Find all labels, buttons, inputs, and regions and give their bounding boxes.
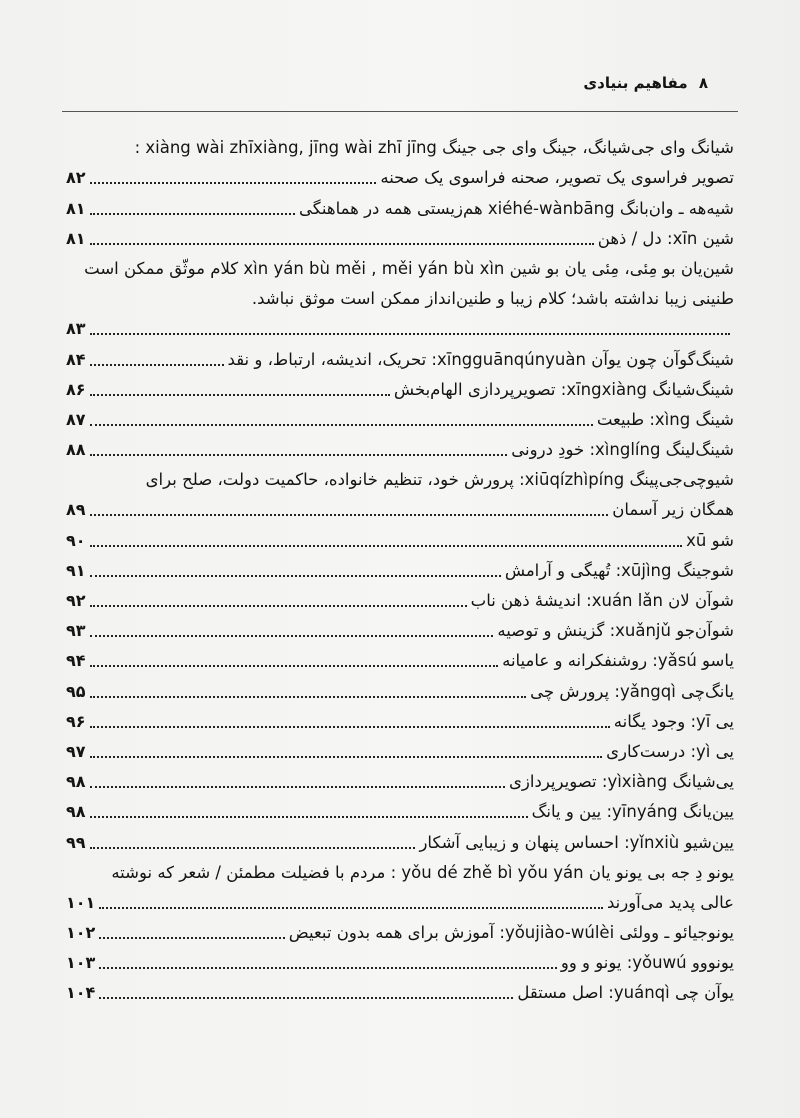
dot-leader xyxy=(90,453,508,456)
toc-entry xyxy=(66,948,734,978)
toc-entry-line: شیانگ وای جی‌شیانگ، جینگ وای جی جینگ xiàng wài zhīxiàng, jīng wài zhī jīng : xyxy=(134,138,734,157)
toc-entry xyxy=(66,797,734,827)
toc-page-number: ۹۸ xyxy=(66,802,86,822)
toc-entry xyxy=(66,465,734,525)
toc-entry-row xyxy=(66,556,734,586)
toc-entry xyxy=(66,375,734,405)
dot-leader xyxy=(99,936,284,939)
toc-page-number: ۱۰۱ xyxy=(66,892,96,912)
toc-entry-line: یونو دِ جه بی یونو یان yǒu dé zhě bì yǒu yán : مردم با فضیلت مطمئن / شعر که نوشته xyxy=(111,862,734,882)
dot-leader xyxy=(90,332,730,335)
toc-page-number: ۹۰ xyxy=(66,530,86,550)
toc-entry-row xyxy=(66,193,734,223)
dot-leader xyxy=(90,423,593,426)
dot-leader xyxy=(90,664,499,667)
toc-page-number: ۸۸ xyxy=(66,440,86,460)
header-rule xyxy=(62,111,738,112)
toc-page-number: ۹۵ xyxy=(66,681,86,701)
dot-leader xyxy=(99,966,557,969)
toc-entry-title: شوآن‌جو xuǎnjǔ: گزینش و توصیه xyxy=(497,621,734,641)
toc-entry-title: شینگ‌لینگ xìnglíng: خودِ درونی xyxy=(511,440,734,460)
toc-page-number: ۸۲ xyxy=(66,168,86,188)
toc-page-number: ۸۱ xyxy=(66,228,86,248)
toc-entry xyxy=(66,586,734,616)
dot-leader xyxy=(90,544,683,547)
toc-entry-line: شین‌یان بو مِئی، مِئی یان بو شین xìn yán bù měi , měi yán bù xìn کلام موثّق ممکن است xyxy=(84,258,734,278)
toc-entry-row xyxy=(66,948,734,978)
toc-page-number: ۸۷ xyxy=(66,409,86,429)
toc-entry xyxy=(66,707,734,737)
toc-entry xyxy=(66,133,734,193)
toc-entry-row xyxy=(66,918,734,948)
toc-entry-title: یانگ‌چی yǎngqì: پرورش چی xyxy=(530,681,734,701)
toc-entry-title: شین xīn: دل / ذهن xyxy=(597,228,734,248)
toc-page-number: ۸۱ xyxy=(66,198,86,218)
dot-leader xyxy=(90,242,594,245)
toc-entry xyxy=(66,767,734,797)
toc-page-number: ۹۱ xyxy=(66,560,86,580)
toc-entry-title: شوآن لان xuán lǎn: اندیشهٔ ذهن ناب xyxy=(470,591,734,610)
dot-leader xyxy=(90,574,501,577)
toc-entry-row xyxy=(66,616,734,646)
toc-entry-row xyxy=(66,888,734,918)
toc-entry xyxy=(66,827,734,857)
toc-entry xyxy=(66,254,734,345)
dot-leader xyxy=(90,363,224,366)
toc-page-number: ۹۳ xyxy=(66,621,86,641)
toc-entry-line: طنینی زیبا نداشته باشد؛ کلام زیبا و طنین‌انداز ممکن است موثق نباشد. xyxy=(251,288,734,308)
toc-entry-title: شوجینگ xūjìng: تُهیگی و آرامش xyxy=(504,560,734,580)
dot-leader xyxy=(90,695,527,698)
toc-entry-row xyxy=(66,586,734,616)
toc-entry xyxy=(66,616,734,646)
toc-entry xyxy=(66,193,734,223)
toc-entry-row xyxy=(66,646,734,676)
toc-page-number: ۸۶ xyxy=(66,379,86,399)
toc-entry-title: شیه‌هه ـ وان‌بانگ xiéhé-wànbāng هم‌زیستی همه در هماهنگی xyxy=(299,198,734,218)
toc-entry xyxy=(66,344,734,374)
toc-entry-title: یی‌شیانگ yìxiàng: تصویرپردازی xyxy=(509,772,734,792)
toc-entry-row xyxy=(66,375,734,405)
toc-entry-title: یی yī: وجود یگانه xyxy=(613,711,734,731)
toc-entry-title: همگان زیر آسمان xyxy=(612,500,734,520)
table-of-contents xyxy=(66,133,734,1008)
dot-leader xyxy=(90,725,610,728)
toc-page-number: ۹۲ xyxy=(66,591,86,610)
toc-entry-row xyxy=(66,435,734,465)
toc-entry xyxy=(66,435,734,465)
toc-page-number: ۱۰۴ xyxy=(66,983,96,1003)
toc-page-number: ۹۹ xyxy=(66,832,86,852)
header-title: مفاهیم بنیادی xyxy=(583,74,688,92)
toc-entry-title: شینگ‌گوآن چون یوآن xīngguānqúnyuàn: تحریک، اندیشه، ارتباط، و نقد xyxy=(227,349,734,369)
toc-entry xyxy=(66,405,734,435)
toc-entry-row xyxy=(66,737,734,767)
toc-entry xyxy=(66,978,734,1008)
dot-leader xyxy=(99,996,513,999)
toc-entry-row xyxy=(66,827,734,857)
toc-entry-title: شینگ‌شیانگ xīngxiàng: تصویرپردازی الهام‌بخش xyxy=(393,379,734,399)
toc-entry xyxy=(66,858,734,918)
toc-entry-title: یین‌یانگ yīnyáng: یین و یانگ xyxy=(531,802,734,822)
dot-leader xyxy=(90,846,416,849)
toc-entry-row xyxy=(66,344,734,374)
toc-entry-title: یوآن چی yuánqì: اصل مستقل xyxy=(517,983,734,1003)
toc-entry xyxy=(66,737,734,767)
toc-page-number: ۹۶ xyxy=(66,711,86,731)
dot-leader xyxy=(90,634,494,637)
toc-entry-row xyxy=(66,797,734,827)
toc-page-number: ۱۰۳ xyxy=(66,953,96,973)
toc-entry-row xyxy=(66,707,734,737)
toc-page-number: ۹۴ xyxy=(66,651,86,671)
toc-entry-title: عالی پدید می‌آورند xyxy=(606,892,734,912)
toc-entry-row xyxy=(66,525,734,555)
toc-entry-title: شینگ xìng: طبیعت xyxy=(596,409,734,429)
toc-entry-title: یی yì: درست‌کاری xyxy=(606,741,734,761)
dot-leader xyxy=(90,604,467,607)
toc-page-number: ۹۷ xyxy=(66,741,86,761)
toc-entry xyxy=(66,556,734,586)
toc-entry xyxy=(66,918,734,948)
toc-entry-title: تصویر فراسوی یک تصویر، صحنه فراسوی یک صحنه xyxy=(380,168,734,188)
toc-entry-row xyxy=(66,495,734,525)
dot-leader xyxy=(99,906,603,909)
toc-entry-row xyxy=(66,405,734,435)
toc-page-number: ۸۹ xyxy=(66,500,86,520)
dot-leader xyxy=(90,212,296,215)
toc-entry-line: شیوچی‌جی‌پینگ xiūqízhìpíng: پرورش خود، تنظیم خانواده، حاکمیت دولت، صلح برای xyxy=(145,470,734,490)
toc-entry xyxy=(66,676,734,706)
dot-leader xyxy=(90,513,609,516)
toc-entry-row xyxy=(66,676,734,706)
dot-leader xyxy=(90,815,528,818)
header-page-number: ۸ xyxy=(698,74,708,92)
toc-entry-title: یونوجیائو ـ وولئی yǒujiào-wúlèi: آموزش برای همه بدون تبعیض xyxy=(288,923,734,943)
toc-entry-title: یین‌شیو yǐnxiù: احساس پنهان و زیبایی آشکار xyxy=(419,832,734,852)
toc-page-number: ۸۴ xyxy=(66,349,86,369)
toc-entry-row xyxy=(66,224,734,254)
toc-page-number: ۹۸ xyxy=(66,772,86,792)
toc-page-number: ۱۰۲ xyxy=(66,923,96,943)
dot-leader xyxy=(90,393,390,396)
toc-entry xyxy=(66,224,734,254)
toc-entry-row xyxy=(66,978,734,1008)
toc-entry xyxy=(66,646,734,676)
running-header xyxy=(577,74,708,92)
dot-leader xyxy=(90,785,505,788)
toc-entry-title: شو xū xyxy=(686,530,734,550)
toc-entry-row xyxy=(66,314,734,344)
toc-entry-row xyxy=(66,767,734,797)
dot-leader xyxy=(90,755,603,758)
dot-leader xyxy=(90,181,377,184)
toc-entry-title: یاسو yǎsú: روشنفکرانه و عامیانه xyxy=(502,651,734,671)
toc-page-number: ۸۳ xyxy=(66,319,86,339)
toc-entry-title: یونووو yǒuwú: یونو و وو xyxy=(560,953,734,973)
toc-entry xyxy=(66,525,734,555)
toc-entry-row xyxy=(66,163,734,193)
